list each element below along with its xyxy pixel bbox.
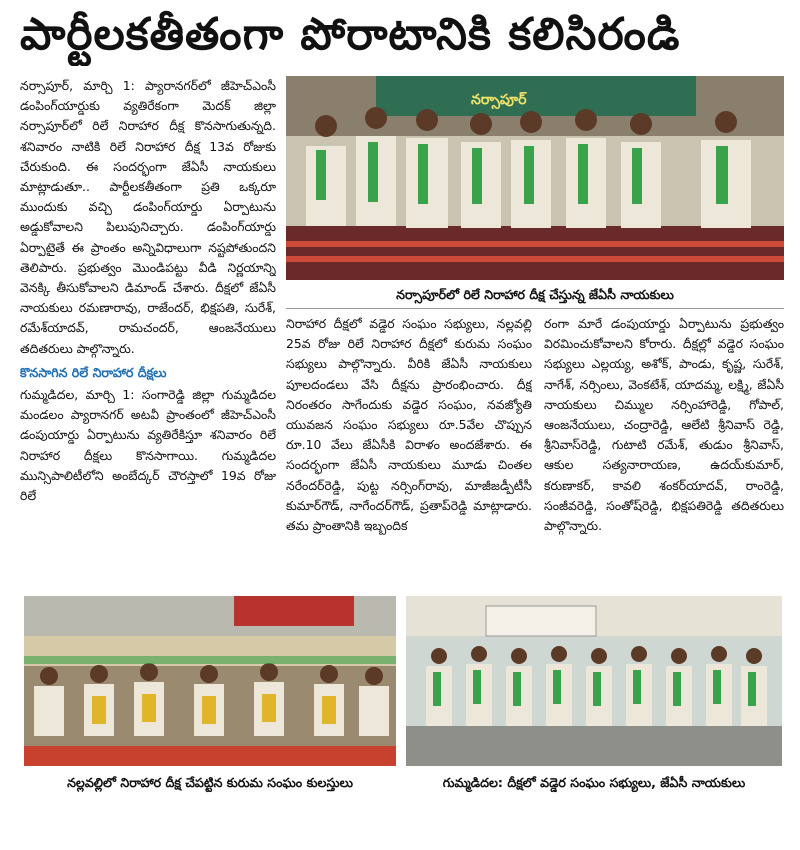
caption-bottom-right-photo: గుమ్మడిదల: దీక్షలో వడ్డెర సంఘం సభ్యులు, జేఏసీ నాయకులు bbox=[442, 775, 746, 790]
divider bbox=[286, 308, 784, 309]
article-paragraph: రంగా మారే డంపుయార్డు ఏర్పాటును ప్రభుత్వం విరమించుకోవాలని కోరారు. దీక్షల్లో వడ్డెర సంఘం సభ్యులు ఎల్లయ్య, అశోక్, పాండు, కృష్ణ, సురేశ్, నాగేశ్, నర్సింలు, వెంకటేశ్, యాదమ్మ, లక్ష్మి, జేఏసీ నాయకులు చిమ్ముల నర్సింహారెడ్డి, గోపాల్, ఆంజనేయులు, చంద్రారెడ్డి, ఆలేటి శ్రీనివాస్ రెడ్డి, శ్రీనివాస్‌రెడ్డి, గుటాటి రమేశ్, తుడుం శ్రీనివాస్, ఆకుల సత్యనారాయణ, ఉదయ్‌కుమార్, కరుణాకర్, కావలి శంకర్‌యాదవ్, రాంరెడ్డి, సంజీవరెడ్డి, సంతోష్‌రెడ్డి, భిక్షపతిరెడ్డి తదితరులు పాల్గొన్నారు. bbox=[544, 316, 784, 534]
article-paragraph: నర్సాపూర్, మార్చి 1: ప్యారానగర్‌లో జీహెచ్‌ఎంసీ డంపింగ్‌యార్డుకు వ్యతిరేకంగా మెదక్ జిల్లా నర్సాపూర్‌లో రిలే నిరాహార దీక్ష కొనసాగుతున్నది. శనివారం నాటికి రిలే నిరాహార దీక్ష 13వ రోజుకు చేరుకుంది. ఈ సందర్భంగా జేఏసీ నాయకులు మాట్లాడుతూ.. పార్టీలకతీతంగా ప్రతి ఒక్కరూ ముందుకు వచ్చి డంపింగ్‌యార్డు ఏర్పాటును అడ్డుకోవాలని పిలుపునిచ్చారు. డంపింగ్‌యార్డు ఏర్పాటైతే ఈ ప్రాంతం అన్నివిధాలుగా నష్టపోతుందని తెలిపారు. ప్రభుత్వం మొండిపట్టు వీడి నిర్ణయాన్ని వెనక్కి తీసుకోవాలని డిమాండ్ చేశారు. దీక్షలో జేఏసీ నాయకులు రమణారావు, రాజేందర్, భిక్షపతి, సురేశ్, రమేశ్‌యాదవ్, రామచందర్, ఆంజనేయులు తదితరులు పాల్గొన్నారు. bbox=[20, 78, 276, 356]
article-paragraph: నిరాహార దీక్షలో వడ్డెర సంఘం సభ్యులు, నల్లవల్లి 25వ రోజు రిలే నిరాహార దీక్షలో కురుమ సంఘం సభ్యులు పాల్గొన్నారు. వీరికి జేఏసీ నాయకులు పూలదండలు వేసి దీక్షను ప్రారంభించారు. దీక్ష నిరంతరం సాగేందుకు వడ్డెర సంఘం, నవజ్యోతి యువజన సంఘం సభ్యులు రూ.5వేల చొప్పున రూ.10 వేలు జేఏసీకి విరాళం అందజేశారు. ఈ సందర్భంగా జేఏసీ నాయకులు మూడు చింతల నరేందర్‌రెడ్డి, పుట్ట నర్సింగ్‌రావు, మాజీజడ్పీటీసీ కుమార్‌గౌడ్, నాగేందర్‌గౌడ్, ప్రతాప్‌రెడ్డి మాట్లాడారు. తమ ప్రాంతానికి ఇబ్బందిక bbox=[286, 316, 532, 534]
article-column-2 bbox=[286, 314, 532, 584]
caption-bottom-left-photo: నల్లవల్లిలో నిరాహార దీక్ష చేపట్టిన కురుమ సంఘం కులస్తులు bbox=[67, 775, 353, 790]
page-headline: పార్టీలకతీతంగా పోరాటానికి కలిసిరండి bbox=[20, 9, 681, 60]
banner-text: నర్సాపూర్ bbox=[471, 92, 527, 108]
photo-gummadidala-protest bbox=[406, 596, 782, 766]
photo-nallavalli-protest bbox=[24, 596, 396, 766]
photo-narsapur-protest bbox=[286, 76, 784, 280]
caption-top-photo: నర్సాపూర్‌లో రిలే నిరాహార దీక్ష చేస్తున్న జేఏసీ నాయకులు bbox=[396, 287, 674, 302]
article-paragraph: గుమ్మడిదల, మార్చి 1: సంగారెడ్డి జిల్లా గుమ్మడిదల మండలం ప్యారానగర్ అటవీ ప్రాంతంలో జీహెచ్‌ఎంసీ డంపుయార్డు ఏర్పాటును వ్యతిరేకిస్తూ శనివారం రిలే నిరాహార దీక్షలు కొనసాగాయి. గుమ్మడిదల మున్సిపాలిటీలోని అంబేద్కర్ చౌరస్తాలో 19వ రోజు రిలే bbox=[20, 387, 276, 504]
sub-headline: కొనసాగిన రిలే నిరాహార దీక్షలు bbox=[20, 364, 167, 380]
article-column-3 bbox=[544, 314, 784, 584]
article-column-1 bbox=[20, 76, 276, 581]
